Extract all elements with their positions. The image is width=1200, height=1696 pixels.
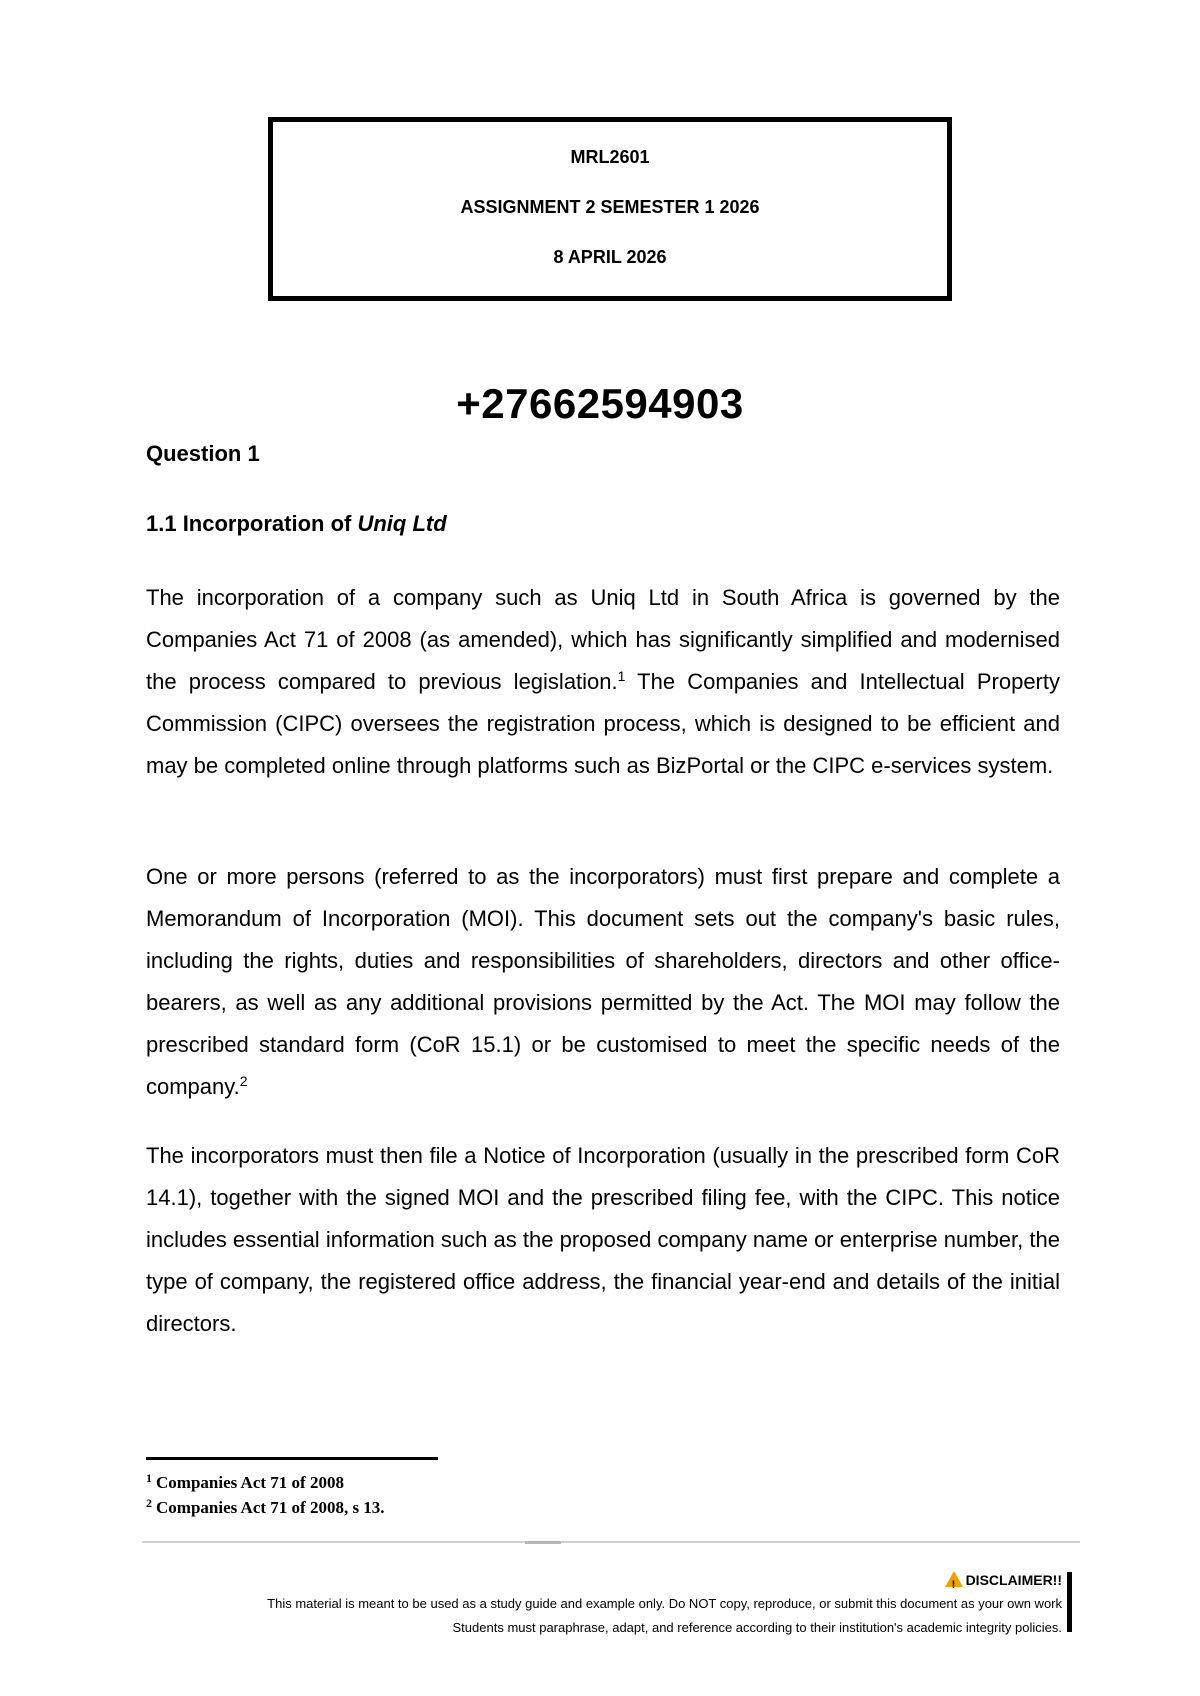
footer-divider-mark <box>525 1541 561 1544</box>
footnote-2-text: Companies Act 71 of 2008, s 13. <box>156 1498 385 1517</box>
section-number: 1.1 Incorporation of <box>146 511 358 536</box>
course-code: MRL2601 <box>570 147 650 167</box>
footnote-1-number: 1 <box>146 1471 152 1485</box>
footnote-1 <box>146 1470 385 1495</box>
paragraph-2-text: One or more persons (referred to as the incorporators) must first prepare and complete a Memorandum of Incorporation (MOI). This document sets out the company's basic rules, including the rights, duties and responsibilities of shareholders, directors and other office-bearers, as well as any additional provisions permitted by the Act. The MOI may follow the prescribed standard form (CoR 15.1) or be customised to meet the specific needs of the company. <box>146 864 1060 1099</box>
disclaimer-side-bar <box>1067 1572 1072 1632</box>
disclaimer-line-2: Students must paraphrase, adapt, and reference according to their institution's academic integrity policies. <box>452 1620 1062 1635</box>
question-title: Question 1 <box>146 441 260 466</box>
paragraph-1 <box>146 577 1060 787</box>
footnote-2-number: 2 <box>146 1496 152 1510</box>
assignment-title: ASSIGNMENT 2 SEMESTER 1 2026 <box>460 197 760 217</box>
footnote-2 <box>146 1495 385 1520</box>
paragraph-1-text-cont: The Companies and Intellectual Property Commission (CIPC) oversees the registration process, which is designed to be efficient and may be completed online through platforms such as BizPortal or the CIPC e-services system. <box>146 669 1060 778</box>
disclaimer-title: DISCLAIMER!! <box>965 1572 1062 1588</box>
phone-number: +27662594903 <box>456 380 744 427</box>
footnotes <box>146 1470 385 1520</box>
assignment-date: 8 APRIL 2026 <box>553 247 667 267</box>
footer-divider <box>142 1541 1080 1543</box>
paragraph-3: The incorporators must then file a Notice of Incorporation (usually in the prescribed form CoR 14.1), together with the signed MOI and the prescribed filing fee, with the CIPC. This notice includes essential information such as the proposed company name or enterprise number, the type of company, the registered office address, the financial year-end and details of the initial directors. <box>146 1143 1060 1336</box>
section-company: Uniq Ltd <box>357 511 447 536</box>
paragraph-1-text: The incorporation of a company such as Uniq Ltd in South Africa is governed by the Companies Act 71 of 2008 (as amended), which has significantly simplified and modernised the process compared to previous legislation. <box>146 585 1060 694</box>
footnote-ref-2: 2 <box>239 1073 248 1089</box>
header-box <box>268 117 952 301</box>
disclaimer-line-1: This material is meant to be used as a study guide and example only. Do NOT copy, reproduce, or submit this document as your own work <box>267 1596 1062 1611</box>
footnote-1-text: Companies Act 71 of 2008 <box>156 1473 344 1492</box>
paragraph-2 <box>146 856 1060 1108</box>
section-title <box>146 511 447 537</box>
disclaimer <box>267 1568 1062 1640</box>
warning-icon <box>945 1571 963 1587</box>
footnote-separator <box>146 1457 438 1460</box>
footnote-ref-1: 1 <box>617 668 626 684</box>
disclaimer-heading <box>267 1568 1062 1592</box>
